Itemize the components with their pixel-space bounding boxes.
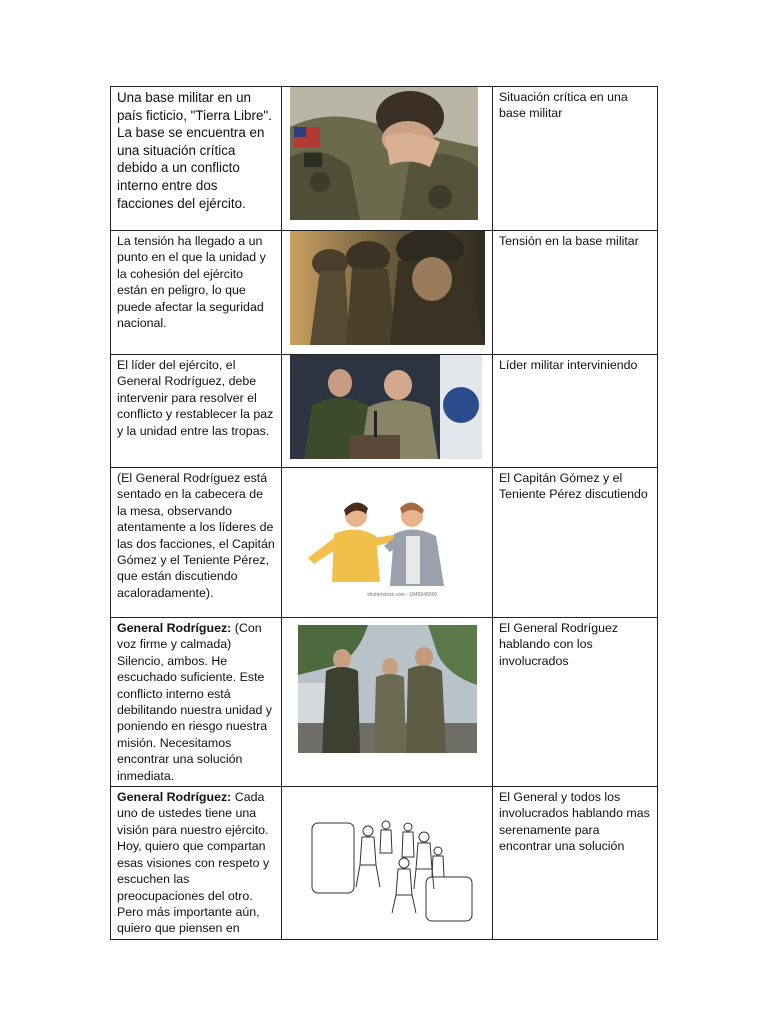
scene-image-cell — [282, 87, 493, 231]
scene-caption: El General y todos los involucrados hablando mas serenamente para encontrar una solución — [492, 787, 657, 940]
scene-description — [111, 618, 282, 787]
scene-description — [111, 87, 282, 231]
scene-image-cell — [282, 468, 493, 618]
officers-talking-outdoors-photo-icon — [298, 625, 477, 753]
scene-text: (El General Rodríguez está sentado en la cabecera de la mesa, observando atentamente a los líderes de las dos facciones, el Capitán Gómez y el Teniente Pérez, que están discutiendo acaloradamente). — [117, 471, 275, 600]
scene-caption: Líder militar interviniendo — [492, 355, 657, 468]
table-row — [111, 355, 658, 468]
general-at-podium-photo-icon — [290, 355, 482, 459]
storyboard-table — [110, 86, 658, 940]
speaker-name: General Rodríguez: — [117, 621, 232, 635]
table-row — [111, 231, 658, 355]
scene-text: (Con voz firme y calmada) Silencio, ambos. He escuchado suficiente. Este conflicto interno está debilitando nuestra unidad y poniendo en riesgo nuestra misión. Necesitamos encontrar una solución inmediata. — [117, 621, 272, 783]
group-discussion-sketch-icon — [310, 817, 474, 927]
scene-description — [111, 787, 282, 940]
soldier-head-in-hands-photo-icon — [290, 87, 478, 220]
scene-caption: Situación crítica en una base militar — [492, 87, 657, 231]
table-row — [111, 87, 658, 231]
scene-text: El líder del ejército, el General Rodríguez, debe intervenir para resolver el conflicto y restablecer la paz y la unidad entre las tropas. — [117, 358, 274, 438]
scene-caption: El General Rodríguez hablando con los involucrados — [492, 618, 657, 787]
scene-description — [111, 355, 282, 468]
scene-text: La tensión ha llegado a un punto en el que la unidad y la cohesión del ejército están en peligro, lo que puede afectar la seguridad nacional. — [117, 234, 266, 331]
scene-image-cell — [282, 618, 493, 787]
scene-text: Una base militar en un país ficticio, "Tierra Libre". La base se encuentra en una situación crítica debido a un conflicto interno entre dos facciones del ejército. — [117, 90, 272, 211]
scene-image-cell — [282, 787, 493, 940]
scene-caption: Tensión en la base militar — [492, 231, 657, 355]
scene-text: Cada uno de ustedes tiene una visión para nuestro ejército. Hoy, quiero que compartan esas visiones con respeto y escuchen las preocupaciones del otro. Pero más importante aún, quiero que piensen en — [117, 790, 270, 936]
soldiers-in-helmets-photo-icon — [290, 231, 485, 345]
table-row — [111, 618, 658, 787]
image-watermark: shutterstock.com · 1845048000 — [367, 592, 438, 598]
table-row — [111, 787, 658, 940]
scene-image-cell — [282, 231, 493, 355]
scene-caption: El Capitán Gómez y el Teniente Pérez discutiendo — [492, 468, 657, 618]
scene-image-cell — [282, 355, 493, 468]
speaker-name: General Rodríguez: — [117, 790, 232, 805]
scene-description — [111, 468, 282, 618]
scene-description — [111, 231, 282, 355]
table-row — [111, 468, 658, 618]
